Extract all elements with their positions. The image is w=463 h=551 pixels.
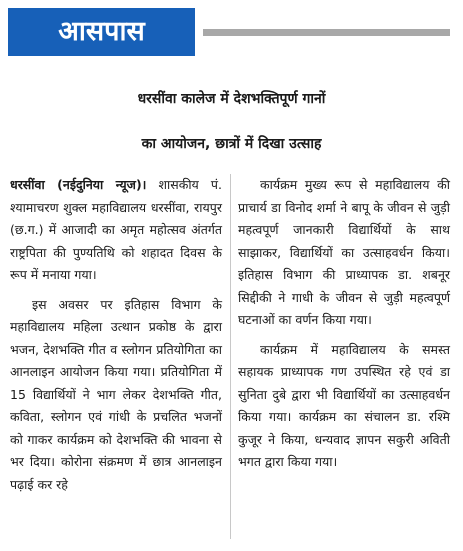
- article-body: [10, 174, 456, 546]
- column-divider: [230, 174, 231, 539]
- paragraph-3: कार्यक्रम मुख्य रूप से महाविद्यालय की प्राचार्य डा विनोद शर्मा ने बापू के जीवन से जुड़ी महत्वपूर्ण जानकारी विद्यार्थियों के साथ साझाकर, विद्यार्थियों का उत्साहवर्धन किया। इतिहास विभाग की प्राध्यापक डा. शबनूर सिद्दीकी ने गाधी के जीवन से जुड़ी महत्वपूर्ण घटनाओं का वर्णन किया गया।: [238, 177, 450, 327]
- section-label: आसपास: [8, 8, 195, 56]
- article-column-left: [10, 174, 222, 503]
- article-column-right: [238, 174, 450, 481]
- headline-line-2: का आयोजन, छात्रों में दिखा उत्साह: [141, 136, 322, 152]
- paragraph-1-text: शासकीय पं. श्यामाचरण शुक्ल महाविद्यालय धरसींवा, रायपुर (छ.ग.) में आजादी का अमृत महोत्सव अंतर्गत राष्ट्रपिता की पुण्यतिथि को शहादत दिवस के रूप में मनाया गया।: [10, 177, 222, 282]
- section-rule: [203, 29, 450, 36]
- paragraph-2: इस अवसर पर इतिहास विभाग के महाविद्यालय महिला उत्थान प्रकोष्ठ के द्वारा भजन, देशभक्ति गीत व स्लोगन प्रतियोगिता का आनलाइन आयोजन किया गया। प्रतियोगिता में 15 विद्यार्थियों ने भाग लेकर देशभक्ति गीत, कविता, स्लोगन एवं गांधी के प्रचलित भजनों को गाकर कार्यक्रम को देशभक्ति की भावना से भर दिया। कोरोना संक्रमण में छात्र आनलाइन पढ़ाई कर रहे: [10, 296, 222, 492]
- dateline: धरसींवा (नईदुनिया न्यूज)।: [10, 177, 147, 192]
- section-header: [8, 8, 450, 56]
- paragraph-1: [10, 174, 222, 287]
- headline-line-1: धरसींवा कालेज में देशभक्तिपूर्ण गानों: [137, 91, 326, 107]
- paragraph-4: कार्यक्रम में महाविद्यालय के समस्त सहायक प्राध्यापक गण उपस्थित रहे एवं डा सुनिता दुबे द्वारा भी विद्यार्थियों का उत्साहवर्धन किया गया। कार्यक्रम का संचालन डा. रश्मि कुजूर ने किया, धन्यवाद ज्ञापन सकुरी अविती भगत द्वारा किया गया।: [238, 341, 450, 469]
- headline: [0, 77, 463, 167]
